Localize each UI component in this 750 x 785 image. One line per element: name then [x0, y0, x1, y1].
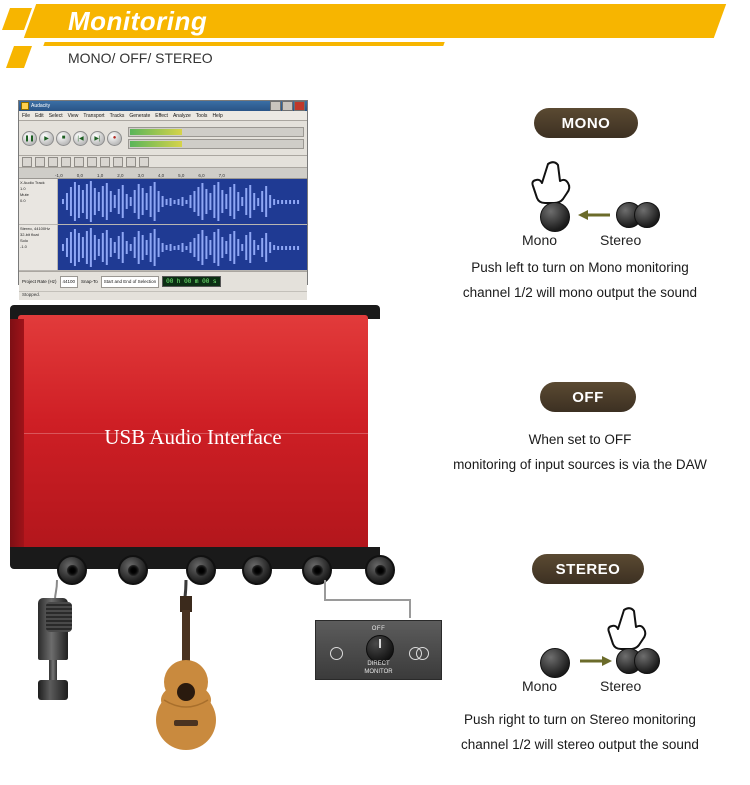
device-label: USB Audio Interface: [104, 425, 282, 449]
banner-underline: [43, 42, 444, 46]
zoom-tool-icon[interactable]: [61, 157, 71, 167]
track-db-bottom: -1.0: [20, 244, 27, 249]
mic-stem: [49, 660, 57, 682]
mono-caption: Mono: [522, 232, 558, 248]
mic-body: [38, 598, 68, 660]
monitor-off-label: OFF: [371, 626, 386, 632]
stop-button[interactable]: ■: [56, 131, 71, 146]
daw-tools-toolbar: [19, 156, 307, 168]
page-title: Monitoring: [68, 6, 208, 36]
mono-description: [420, 256, 740, 306]
condenser-microphone: [32, 598, 74, 708]
record-meter[interactable]: [128, 127, 304, 137]
menu-select[interactable]: Select: [48, 112, 63, 119]
project-rate-value[interactable]: 44100: [60, 276, 79, 288]
track-name: X Audio Track: [20, 180, 45, 185]
acoustic-guitar: [150, 596, 224, 756]
zoom-in-icon[interactable]: [100, 157, 110, 167]
menu-help[interactable]: Help: [212, 112, 223, 119]
daw-screenshot: [18, 100, 308, 297]
mono-desc-line2: channel 1/2 will mono output the sound: [462, 284, 698, 300]
input-jack-4[interactable]: [242, 555, 272, 585]
daw-titlebar: [19, 101, 307, 111]
mono-knob-unselected: [540, 648, 570, 678]
snap-to-label: Snap-To: [81, 279, 98, 284]
stereo-pair-icon: [616, 202, 662, 228]
device-front-panel: [18, 315, 368, 550]
menu-transport[interactable]: Transport: [83, 112, 105, 119]
daw-status-bar: [19, 271, 307, 291]
playback-meter[interactable]: [128, 139, 304, 149]
ruler-tick: 2,0: [117, 173, 124, 178]
waveform-svg-2: [58, 225, 307, 270]
project-rate-label: Project Rate (Hz): [22, 279, 57, 284]
timeshift-tool-icon[interactable]: [74, 157, 84, 167]
header-banner: [0, 0, 750, 82]
stereo-description: [420, 708, 740, 758]
input-jack-3[interactable]: [186, 555, 216, 585]
transport-controls: [22, 131, 122, 146]
waveform-lower[interactable]: [58, 225, 307, 270]
mic-base: [38, 680, 68, 700]
menu-tools[interactable]: Tools: [195, 112, 208, 119]
mic-cable: [55, 580, 57, 600]
input-jack-1[interactable]: [57, 555, 87, 585]
zoom-out-icon[interactable]: [113, 157, 123, 167]
waveform-upper[interactable]: [58, 179, 307, 224]
off-pill-badge: OFF: [540, 382, 636, 412]
off-description: [420, 428, 740, 478]
device-left-side: [10, 319, 24, 550]
monitor-cable: [325, 580, 410, 618]
hand-pointer-icon-2: [610, 606, 650, 648]
guitar-svg: [150, 596, 224, 756]
window-controls: [270, 101, 305, 111]
mono-illustration: [510, 160, 740, 248]
pause-button[interactable]: ❚❚: [22, 131, 37, 146]
track-mute-button[interactable]: Mute: [20, 192, 29, 197]
hand-pointer-icon: [534, 160, 574, 202]
ruler-tick: 5,0: [178, 173, 185, 178]
menu-tracks[interactable]: Tracks: [109, 112, 125, 119]
timeline-ruler[interactable]: [19, 168, 307, 179]
stereo-desc-line1: Push right to turn on Stereo monitoring: [464, 712, 696, 727]
direct-monitor-caption: [316, 661, 441, 676]
skip-end-button[interactable]: ▶|: [90, 131, 105, 146]
track-row[interactable]: [19, 179, 307, 225]
menu-generate[interactable]: Generate: [129, 112, 151, 119]
direct-monitor-panel[interactable]: [315, 620, 442, 680]
record-button[interactable]: ●: [107, 131, 122, 146]
fit-selection-icon[interactable]: [126, 157, 136, 167]
draw-tool-icon[interactable]: [48, 157, 58, 167]
play-button[interactable]: ▶: [39, 131, 54, 146]
track-db-mid: 0.0: [20, 198, 26, 203]
stereo-caption: Stereo: [600, 232, 642, 248]
mono-knob-selected: [540, 202, 570, 232]
ruler-tick: 3,0: [137, 173, 144, 178]
level-meters[interactable]: [128, 127, 304, 149]
fit-project-icon[interactable]: [139, 157, 149, 167]
off-desc-line2: monitoring of input sources is via the DAW: [453, 456, 707, 472]
mic-grill: [46, 602, 72, 632]
track-row[interactable]: [19, 225, 307, 271]
daw-menubar[interactable]: [19, 111, 307, 121]
right-arrow-icon: [578, 654, 612, 668]
selection-tool-icon[interactable]: [22, 157, 32, 167]
ruler-tick: 1,0: [97, 173, 104, 178]
input-jack-5[interactable]: [302, 555, 332, 585]
input-jack-6[interactable]: [365, 555, 395, 585]
off-desc-line1: When set to OFF: [528, 432, 632, 447]
panel-stereo-icon: [409, 647, 431, 659]
multi-tool-icon[interactable]: [87, 157, 97, 167]
menu-file[interactable]: File: [22, 112, 31, 119]
time-display[interactable]: 00 h 00 m 00 s: [162, 276, 220, 287]
stereo-pair-icon-selected: [616, 648, 662, 674]
track-area: [19, 179, 307, 271]
stereo-desc-line2: channel 1/2 will stereo output the sound: [461, 736, 699, 752]
ruler-tick: 6,0: [198, 173, 205, 178]
ruler-tick: -1,0: [55, 173, 63, 178]
menu-analyze[interactable]: Analyze: [172, 112, 191, 119]
track-header[interactable]: [19, 179, 58, 224]
track-header[interactable]: [19, 225, 58, 270]
track-solo-button[interactable]: Solo: [20, 238, 29, 243]
skip-start-button[interactable]: |◀: [73, 131, 88, 146]
panel-mono-icon: [330, 647, 343, 660]
usb-audio-interface: [10, 305, 380, 570]
direct-monitor-knob[interactable]: [366, 635, 394, 663]
daw-footer-status: Stopped.: [19, 291, 307, 300]
close-icon[interactable]: [294, 101, 305, 111]
waveform-svg: [58, 179, 307, 224]
stereo-pill-badge: STEREO: [532, 554, 644, 584]
menu-edit[interactable]: Edit: [35, 112, 44, 119]
menu-effect[interactable]: Effect: [155, 112, 168, 119]
daw-window-title: Audacity: [31, 103, 51, 109]
input-jack-2[interactable]: [118, 555, 148, 585]
direct-label: DIRECT: [367, 661, 390, 667]
banner-accent-square-bottom: [6, 46, 32, 68]
app-icon: [21, 102, 29, 110]
envelope-tool-icon[interactable]: [35, 157, 45, 167]
ruler-tick: 0,0: [76, 173, 84, 178]
stereo-illustration: [510, 608, 740, 694]
mono-pill-badge: MONO: [534, 108, 638, 138]
track-info: Stereo, 44100Hz 32-bit float: [20, 226, 51, 237]
ruler-tick: 7,0: [218, 173, 225, 178]
left-arrow-icon: [578, 208, 612, 222]
daw-transport-toolbar: [19, 121, 307, 156]
maximize-icon[interactable]: [282, 101, 293, 111]
ruler-tick: 4,0: [157, 173, 165, 178]
mono-desc-line1: Push left to turn on Mono monitoring: [471, 260, 689, 275]
selection-label: Start and End of Selection: [101, 276, 159, 288]
track-db-top: 1.0: [20, 186, 26, 191]
monitor-label: MONITOR: [364, 668, 393, 675]
stereo-section-mono-caption: Mono: [522, 678, 558, 694]
minimize-icon[interactable]: [270, 101, 281, 111]
page-subtitle: MONO/ OFF/ STEREO: [68, 50, 213, 66]
menu-view[interactable]: View: [67, 112, 79, 119]
stereo-section-stereo-caption: Stereo: [600, 678, 642, 694]
